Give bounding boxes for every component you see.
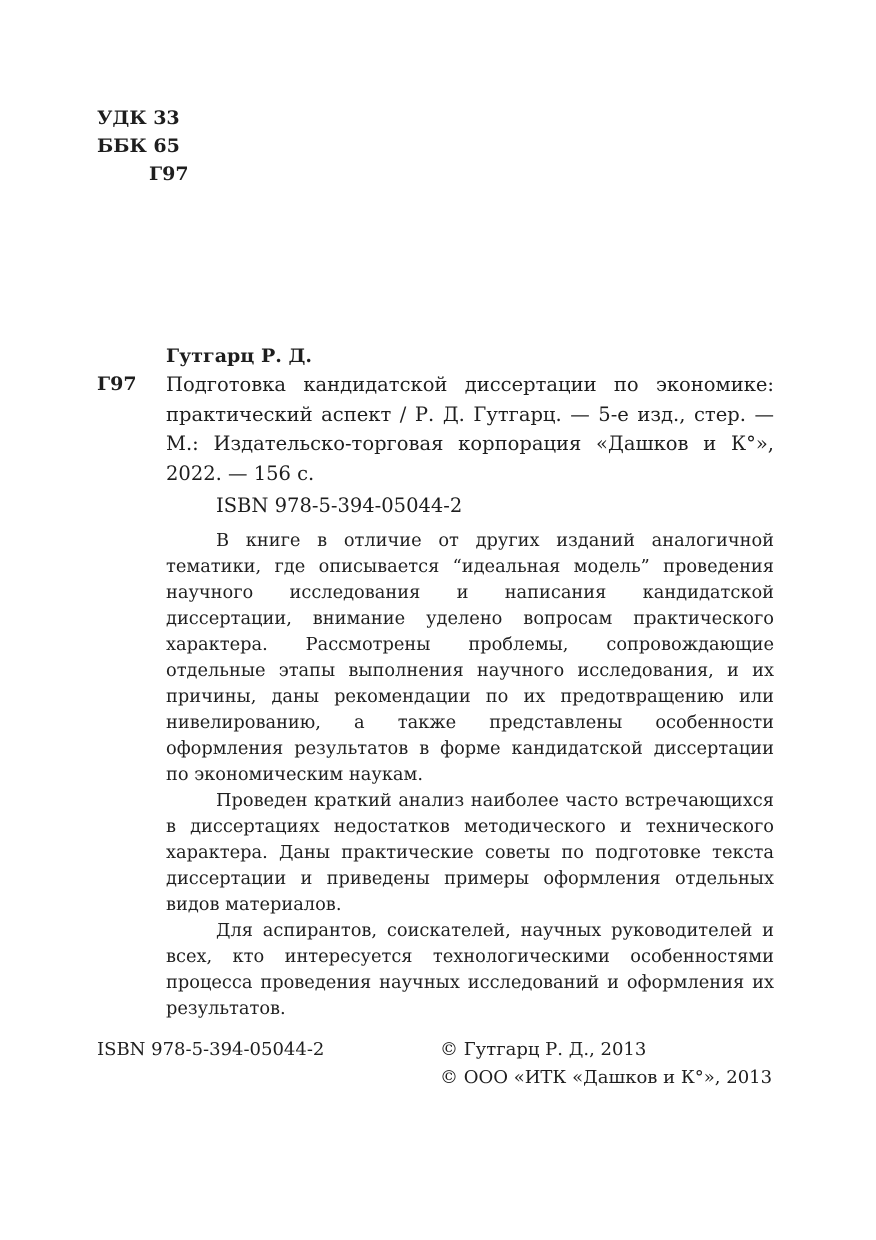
- copyright-author: © Гутгарц Р. Д., 2013: [440, 1039, 647, 1060]
- author-mark: Г97: [97, 373, 137, 395]
- bibliographic-citation: Подготовка кандидатской диссертации по экономике: практический аспект / Р. Д. Гутгарц. — 5-е изд., стер. — М.: Издательско-торговая корпорация «Дашков и К°», 2022. — 156 с.: [166, 373, 774, 485]
- author-mark-code: Г97: [149, 163, 189, 185]
- abstract-paragraph: В книге в отличие от других изданий аналогичной тематики, где описывается “идеальная модель” проведения научного исследования и написания кандидатской диссертации, внимание уделено вопросам практического характера. Рассмотрены проблемы, сопровождающие отдельные этапы выполнения научного исследования, и их причины, даны рекомендации по их предотвращению или нивелированию, а также представлены особенности оформления результатов в форме кандидатской диссертации по экономическим наукам.: [166, 530, 774, 785]
- copyright-publisher: © ООО «ИТК «Дашков и К°», 2013: [440, 1067, 773, 1088]
- abstract-paragraph: Для аспирантов, соискателей, научных руководителей и всех, кто интересуется технологическими особенностями процесса проведения научных исследований и оформления их результатов.: [166, 920, 774, 1019]
- author-heading: Гутгарц Р. Д.: [166, 345, 312, 367]
- footer-isbn: ISBN 978-5-394-05044-2: [97, 1039, 325, 1060]
- classification-codes: [97, 104, 189, 188]
- abstract-paragraph: Проведен краткий анализ наиболее часто встречающихся в диссертациях недостатков методического и технического характера. Даны практические советы по подготовке текста диссертации и приведены примеры оформления отдельных видов материалов.: [166, 790, 774, 915]
- copyright-block: [440, 1036, 772, 1092]
- isbn-line: ISBN 978-5-394-05044-2: [216, 494, 463, 517]
- abstract: [166, 528, 774, 1022]
- udk-code: УДК 33: [97, 107, 180, 129]
- bbk-code: ББК 65: [97, 135, 180, 157]
